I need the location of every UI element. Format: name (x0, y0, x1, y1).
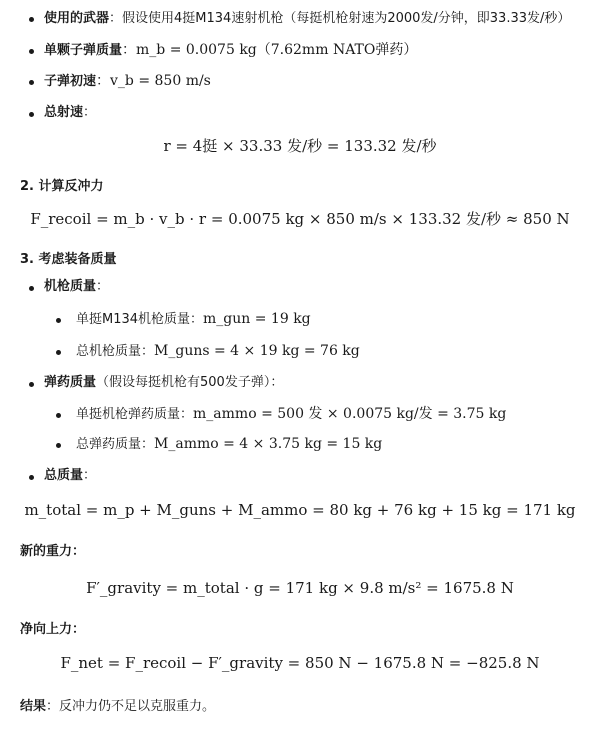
ammo-mass-label: 弹药质量 (44, 375, 97, 390)
section-heading-3: 3. 考虑装备质量 (20, 252, 117, 267)
list-item-total-gun (76, 341, 360, 362)
formula-fire-rate: r = 4挺 × 33.33 发/秒 = 133.32 发/秒 (163, 137, 437, 155)
muzzle-label: 子弹初速 (44, 74, 97, 89)
formula-net-force: F_net = F_recoil − F′_gravity = 850 N − 1675.8 N = −825.8 N (60, 654, 540, 672)
list-item-single-ammo (76, 404, 506, 425)
list-item-muzzle (44, 71, 211, 92)
total-gun-label: 总机枪质量： (76, 344, 155, 359)
fire-rate-colon: ： (83, 105, 97, 120)
list-item-total-mass (44, 466, 96, 486)
list-bullet (29, 475, 34, 480)
section-heading-2: 2. 计算反冲力 (20, 179, 104, 194)
weapon-text: ：假设使用4挺M134速射机枪（每挺机枪射速为2000发/分钟，即33.33发/秒） (109, 11, 571, 26)
list-item-single-gun (76, 309, 311, 330)
list-item-weapon (44, 9, 570, 29)
single-ammo-label: 单挺机枪弹药质量： (76, 407, 194, 422)
single-ammo-formula: m_ammo = 500 发 × 0.0075 kg/发 = 3.75 kg (193, 406, 507, 422)
muzzle-formula: ：v_b = 850 m/s (96, 73, 211, 89)
weapon-label: 使用的武器 (44, 11, 110, 26)
total-ammo-label: 总弹药质量： (76, 437, 155, 452)
total-ammo-formula: M_ammo = 4 × 3.75 kg = 15 kg (154, 436, 383, 452)
single-gun-label: 单挺M134机枪质量： (76, 312, 204, 327)
total-mass-colon: ： (83, 468, 97, 483)
total-mass-label: 总质量 (44, 468, 84, 483)
formula-gravity: F′_gravity = m_total · g = 171 kg × 9.8 m/s² = 1675.8 N (86, 579, 514, 597)
sub-list-bullet (56, 318, 61, 323)
ammo-mass-note: （假设每挺机枪有500发子弹）： (96, 375, 284, 390)
list-bullet (29, 286, 34, 291)
gun-mass-colon: ： (96, 279, 110, 294)
gun-mass-label: 机枪质量 (44, 279, 97, 294)
fire-rate-label: 总射速 (44, 105, 84, 120)
list-item-gun-mass (44, 277, 109, 297)
formula-total-mass: m_total = m_p + M_guns + M_ammo = 80 kg + 76 kg + 15 kg = 171 kg (24, 501, 576, 519)
formula-recoil: F_recoil = m_b · v_b · r = 0.0075 kg × 850 m/s × 133.32 发/秒 ≈ 850 N (30, 210, 570, 228)
gravity-heading: 新的重力： (20, 544, 86, 559)
result-text: ：反冲力仍不足以克服重力。 (46, 699, 216, 714)
net-force-heading: 净向上力： (20, 622, 86, 637)
list-item-total-ammo (76, 434, 382, 455)
list-item-bullet-mass (44, 40, 417, 61)
sub-list-bullet (56, 443, 61, 448)
result-line (20, 697, 215, 717)
list-item-fire-rate (44, 103, 96, 123)
sub-list-bullet (56, 350, 61, 355)
result-label: 结果 (20, 699, 47, 714)
list-bullet (29, 382, 34, 387)
total-gun-formula: M_guns = 4 × 19 kg = 76 kg (154, 343, 360, 359)
list-item-ammo-mass (44, 373, 283, 393)
list-bullet (29, 112, 34, 117)
list-bullet (29, 80, 34, 85)
bullet-mass-formula: ：m_b = 0.0075 kg（7.62mm NATO弹药） (122, 42, 418, 58)
bullet-mass-label: 单颗子弹质量 (44, 43, 123, 58)
list-bullet (29, 49, 34, 54)
list-bullet (29, 17, 34, 22)
single-gun-formula: m_gun = 19 kg (203, 311, 311, 327)
sub-list-bullet (56, 413, 61, 418)
